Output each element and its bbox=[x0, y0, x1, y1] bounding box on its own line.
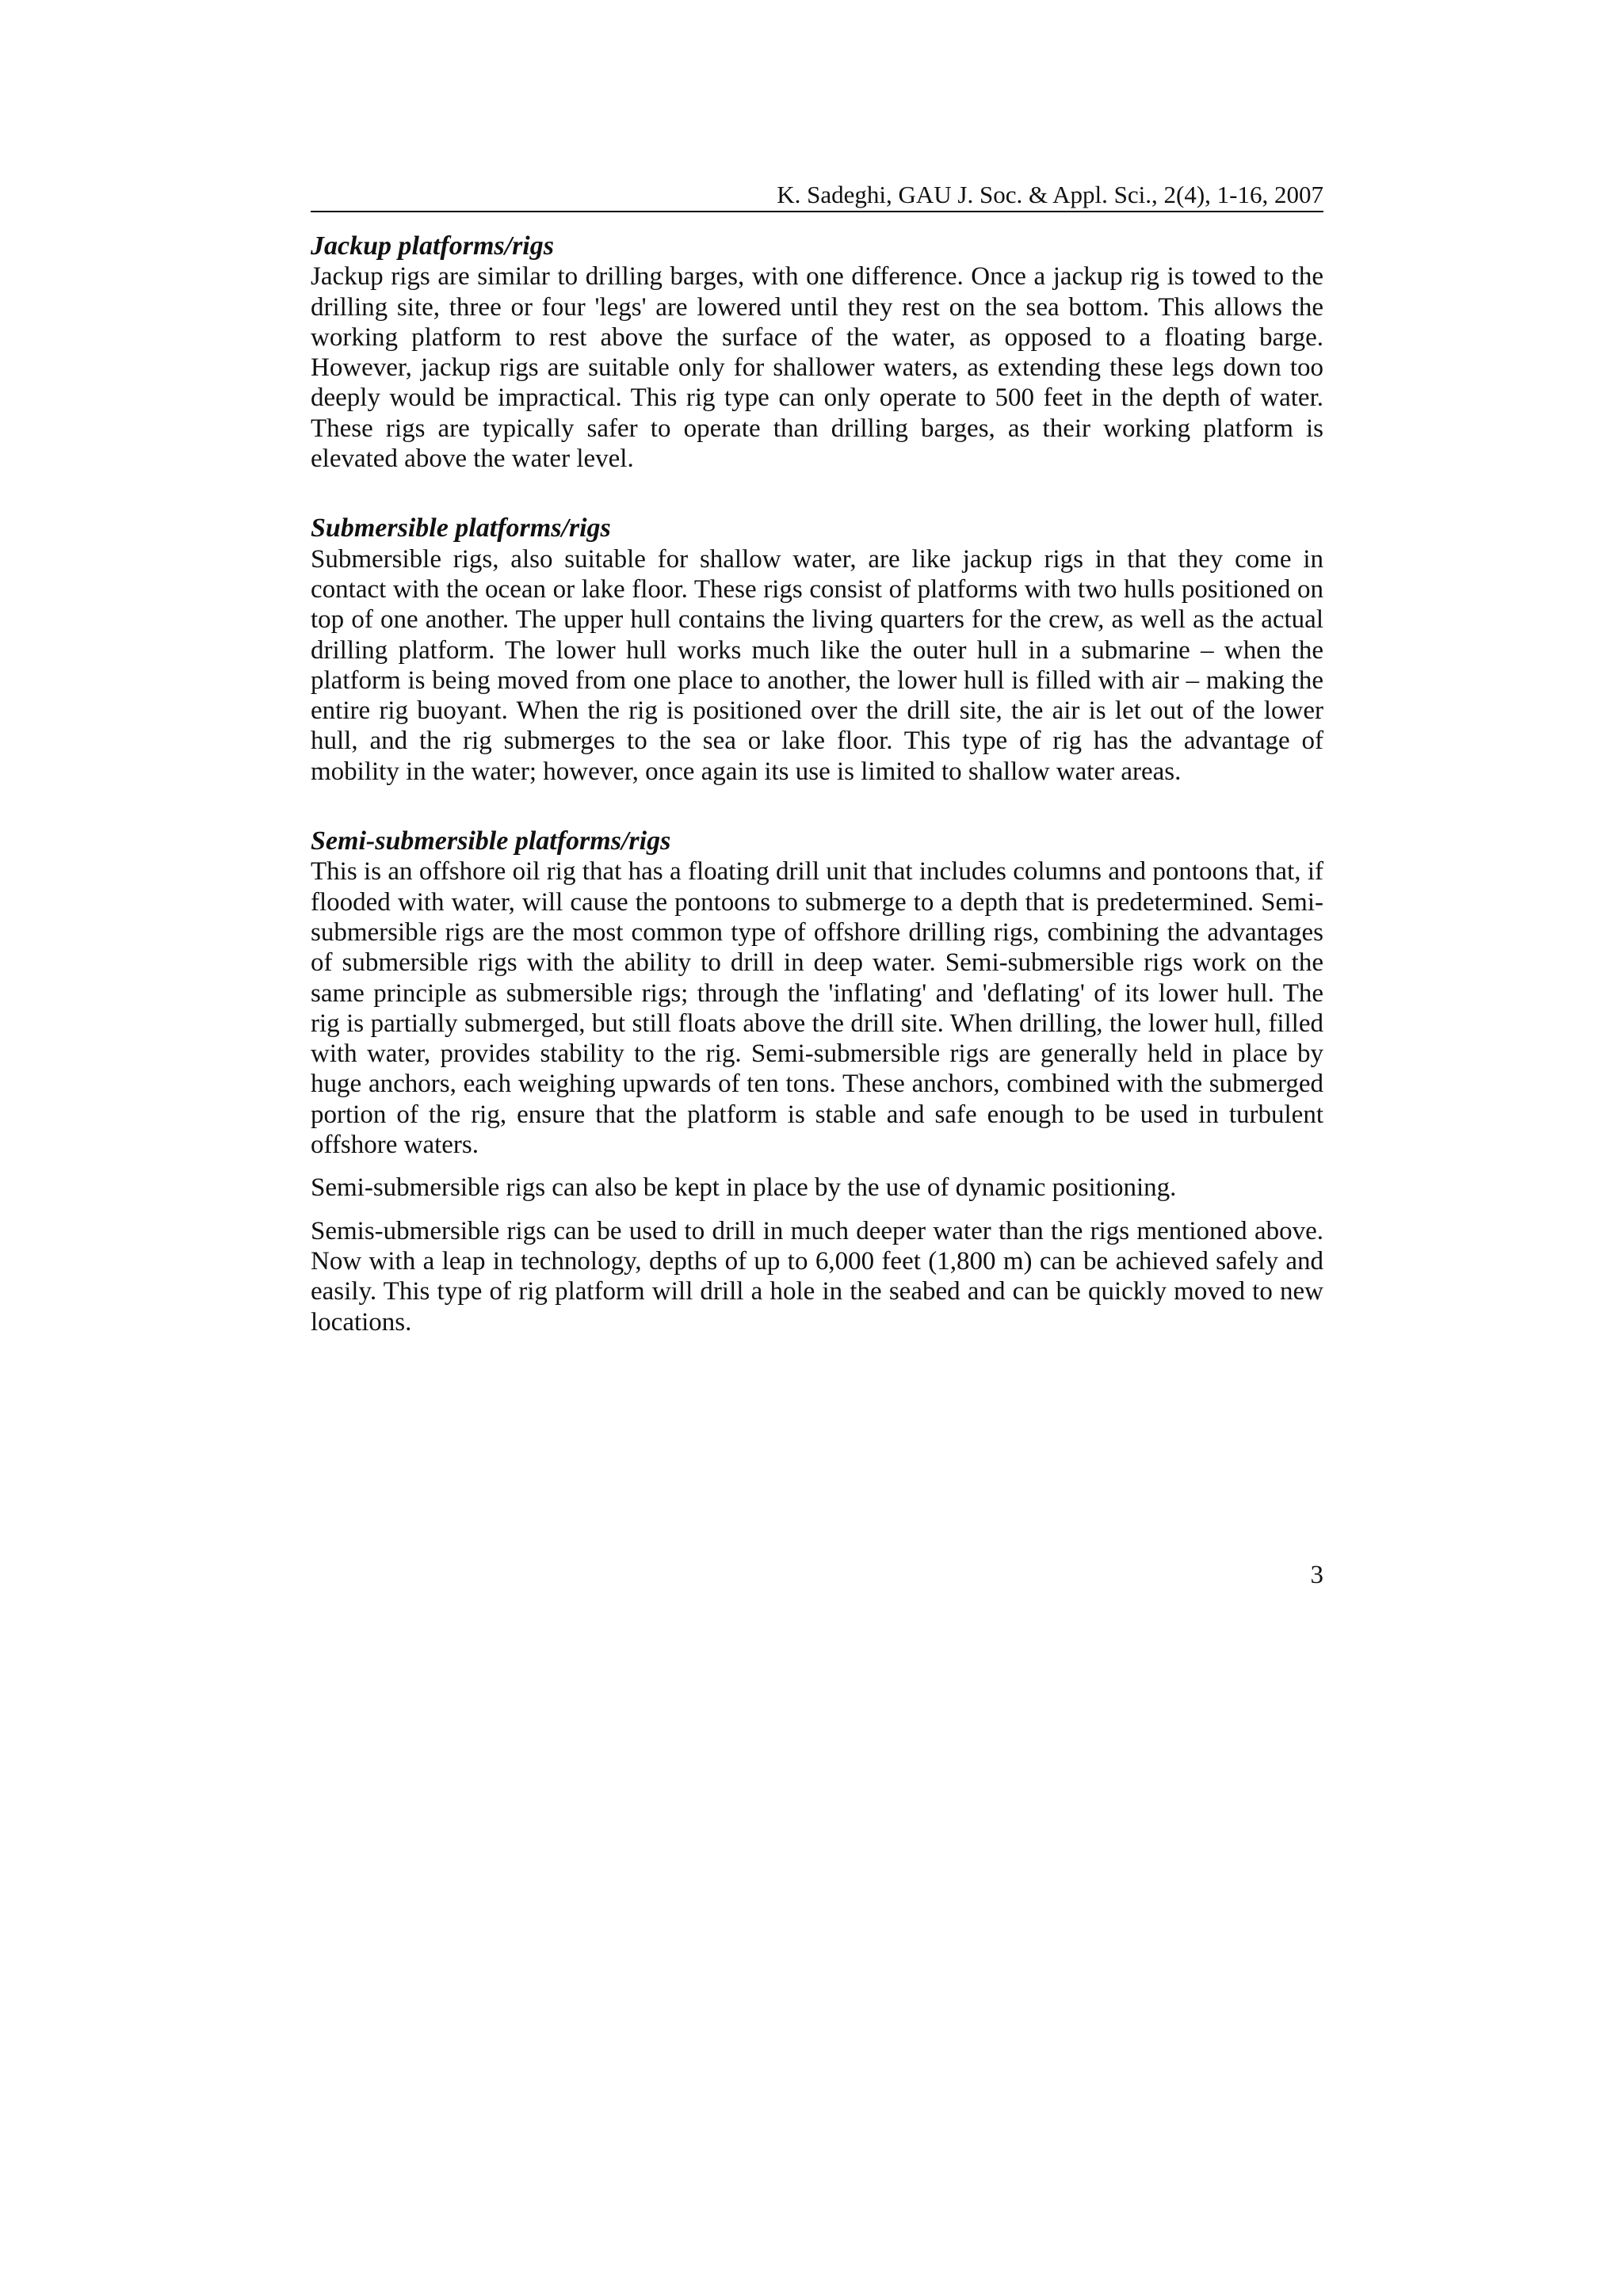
section-heading-jackup: Jackup platforms/rigs bbox=[311, 231, 554, 261]
running-header-citation: K. Sadeghi, GAU J. Soc. & Appl. Sci., 2(4), 1-16, 2007 bbox=[311, 179, 1323, 212]
document-page bbox=[311, 0, 1323, 2296]
section-jackup bbox=[311, 231, 1323, 474]
paragraph-submersible-1: Submersible rigs, also suitable for shallow water, are like jackup rigs in that they come in contact with the ocean or lake floor. These rigs consist of platforms with two hulls positioned on top of one another. The upper hull contains the living quarters for the crew, as well as the actual drilling platform. The lower hull works much like the outer hull in a submarine – when the platform is being moved from one place to another, the lower hull is filled with air – making the entire rig buoyant. When the rig is positioned over the drill site, the air is let out of the lower hull, and the rig submerges to the sea or lake floor. This type of rig has the advantage of mobility in the water; however, once again its use is limited to shallow water areas. bbox=[311, 544, 1323, 786]
paragraph-semi-submersible-1: This is an offshore oil rig that has a floating drill unit that includes columns and pontoons that, if flooded with water, will cause the pontoons to submerge to a depth that is predetermined. Semi-submersible rigs are the most common type of offshore drilling rigs, combining the advantages of submersible rigs with the ability to drill in deep water. Semi-submersible rigs work on the same principle as submersible rigs; through the 'inflating' and 'deflating' of its lower hull. The rig is partially submerged, but still floats above the drill site. When drilling, the lower hull, filled with water, provides stability to the rig. Semi-submersible rigs are generally held in place by huge anchors, each weighing upwards of ten tons. These anchors, combined with the submerged portion of the rig, ensure that the platform is stable and safe enough to be used in turbulent offshore waters. bbox=[311, 857, 1323, 1160]
section-semi-submersible bbox=[311, 826, 1323, 1337]
paragraph-semi-submersible-3: Semis-ubmersible rigs can be used to drill in much deeper water than the rigs mentioned above. Now with a leap in technology, depths of up to 6,000 feet (1,800 m) can be achieved safely and easily. This type of rig platform will drill a hole in the seabed and can be quickly moved to new locations. bbox=[311, 1216, 1323, 1337]
section-heading-semi-submersible: Semi-submersible platforms/rigs bbox=[311, 826, 671, 856]
paragraph-semi-submersible-2: Semi-submersible rigs can also be kept in place by the use of dynamic positioning. bbox=[311, 1173, 1177, 1203]
section-heading-submersible: Submersible platforms/rigs bbox=[311, 513, 611, 543]
paragraph-spacer bbox=[311, 1203, 1323, 1216]
page-number: 3 bbox=[1310, 1561, 1323, 1589]
section-submersible bbox=[311, 513, 1323, 787]
paragraph-spacer bbox=[311, 1160, 1323, 1173]
section-spacer bbox=[311, 474, 1323, 513]
section-spacer bbox=[311, 787, 1323, 826]
article-body bbox=[311, 231, 1323, 1337]
paragraph-jackup-1: Jackup rigs are similar to drilling barges, with one difference. Once a jackup rig is towed to the drilling site, three or four 'legs' are lowered until they rest on the sea bottom. This allows the working platform to rest above the surface of the water, as opposed to a floating barge. However, jackup rigs are suitable only for shallower waters, as extending these legs down too deeply would be impractical. This rig type can only operate to 500 feet in the depth of water. These rigs are typically safer to operate than drilling barges, as their working platform is elevated above the water level. bbox=[311, 262, 1323, 474]
